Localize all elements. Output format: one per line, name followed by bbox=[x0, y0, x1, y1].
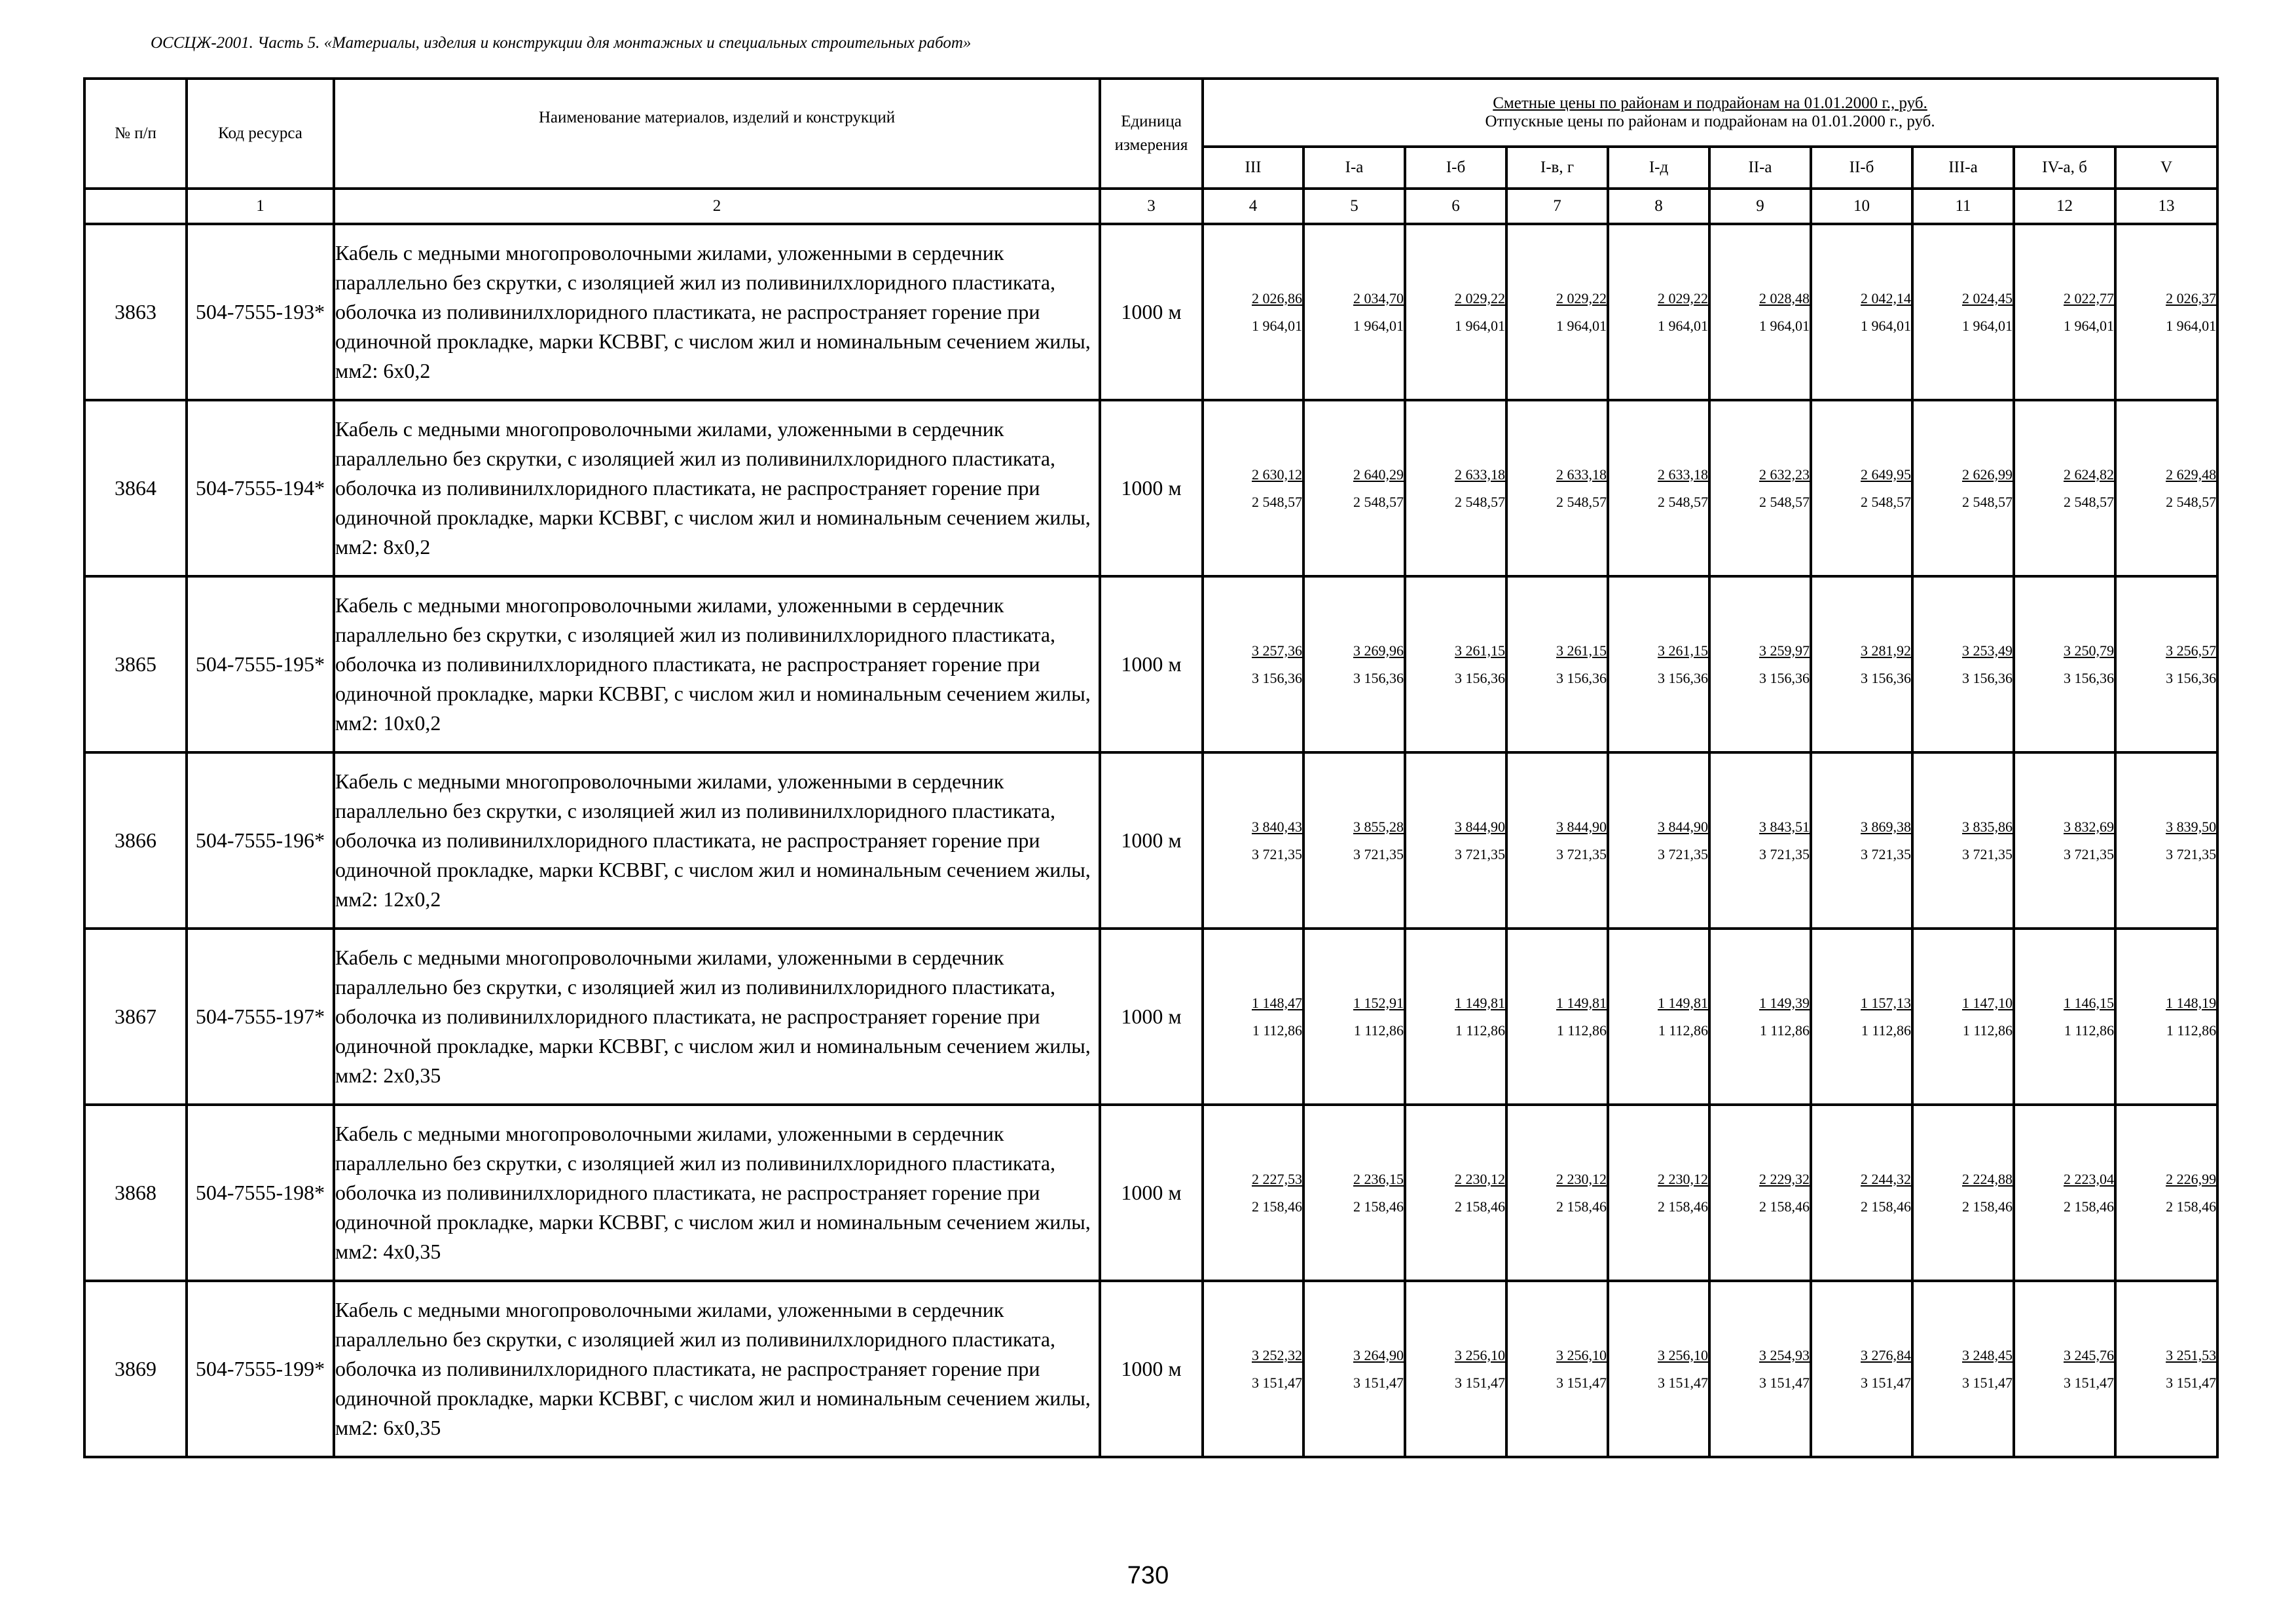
price-cell bbox=[1303, 1105, 1405, 1281]
price-cell bbox=[1709, 576, 1811, 752]
price-cell bbox=[1912, 929, 2014, 1105]
release-price: 2 158,46 bbox=[2166, 1198, 2217, 1215]
release-price: 2 158,46 bbox=[2064, 1198, 2114, 1215]
price-cell bbox=[1709, 400, 1811, 576]
document-title: ОССЦЖ-2001. Часть 5. «Материалы, изделия и конструкции для монтажных и специальных строительных работ» bbox=[151, 34, 972, 52]
header-code: Код ресурса bbox=[187, 79, 334, 189]
price-cell bbox=[2014, 752, 2115, 929]
estimated-price: 2 029,22 bbox=[1556, 289, 1607, 306]
price-cell bbox=[1506, 929, 1608, 1105]
column-number: 10 bbox=[1811, 189, 1912, 224]
price-cell bbox=[1405, 929, 1506, 1105]
estimated-price: 3 259,97 bbox=[1759, 642, 1810, 659]
release-price: 3 156,36 bbox=[1962, 669, 2013, 686]
header-region: I-д bbox=[1608, 147, 1709, 189]
price-cell bbox=[1506, 1105, 1608, 1281]
header-region: III-а bbox=[1912, 147, 2014, 189]
estimated-price: 1 152,91 bbox=[1353, 994, 1404, 1011]
unit: 1000 м bbox=[1100, 400, 1203, 576]
unit: 1000 м bbox=[1100, 224, 1203, 400]
row-number: 3869 bbox=[84, 1281, 187, 1457]
estimated-price: 3 256,10 bbox=[1455, 1346, 1505, 1363]
release-price: 2 548,57 bbox=[1556, 493, 1607, 510]
resource-code: 504-7555-194* bbox=[187, 400, 334, 576]
release-price: 3 156,36 bbox=[1252, 669, 1302, 686]
price-cell bbox=[2115, 752, 2217, 929]
release-price: 3 156,36 bbox=[1353, 669, 1404, 686]
estimated-price: 3 256,10 bbox=[1658, 1346, 1708, 1363]
release-price: 2 548,57 bbox=[1353, 493, 1404, 510]
unit: 1000 м bbox=[1100, 1105, 1203, 1281]
price-cell bbox=[1203, 1281, 1303, 1457]
price-cell bbox=[2014, 1281, 2115, 1457]
release-price: 1 112,86 bbox=[1759, 1022, 1810, 1039]
price-table bbox=[83, 77, 2219, 1458]
price-cell bbox=[1912, 224, 2014, 400]
column-number: 3 bbox=[1100, 189, 1203, 224]
header-prices-estimated: Сметные цены по районам и подрайонам на 01.01.2000 г., руб. bbox=[1493, 94, 1927, 112]
estimated-price: 2 042,14 bbox=[1861, 289, 1911, 306]
row-number: 3866 bbox=[84, 752, 187, 929]
release-price: 1 964,01 bbox=[1353, 317, 1404, 334]
price-cell bbox=[2014, 929, 2115, 1105]
price-cell bbox=[1405, 1281, 1506, 1457]
price-cell bbox=[1811, 1281, 1912, 1457]
release-price: 3 156,36 bbox=[1861, 669, 1911, 686]
estimated-price: 2 230,12 bbox=[1556, 1170, 1607, 1187]
estimated-price: 3 250,79 bbox=[2064, 642, 2114, 659]
release-price: 1 112,86 bbox=[2064, 1022, 2114, 1039]
release-price: 3 721,35 bbox=[1962, 845, 2013, 862]
price-cell bbox=[1912, 576, 2014, 752]
estimated-price: 3 840,43 bbox=[1252, 818, 1302, 835]
estimated-price: 3 855,28 bbox=[1353, 818, 1404, 835]
header-region: II-б bbox=[1811, 147, 1912, 189]
estimated-price: 2 028,48 bbox=[1759, 289, 1810, 306]
row-number: 3868 bbox=[84, 1105, 187, 1281]
price-cell bbox=[1405, 1105, 1506, 1281]
header-region: I-б bbox=[1405, 147, 1506, 189]
price-cell bbox=[1709, 1105, 1811, 1281]
price-cell bbox=[1405, 752, 1506, 929]
unit: 1000 м bbox=[1100, 929, 1203, 1105]
price-cell bbox=[1303, 576, 1405, 752]
release-price: 3 151,47 bbox=[1861, 1374, 1911, 1391]
price-cell bbox=[2115, 929, 2217, 1105]
estimated-price: 3 256,57 bbox=[2166, 642, 2217, 659]
price-cell bbox=[1303, 1281, 1405, 1457]
estimated-price: 1 147,10 bbox=[1962, 994, 2013, 1011]
release-price: 1 964,01 bbox=[2166, 317, 2217, 334]
price-cell bbox=[2115, 400, 2217, 576]
price-cell bbox=[1405, 576, 1506, 752]
column-number: 13 bbox=[2115, 189, 2217, 224]
price-cell bbox=[1506, 224, 1608, 400]
price-cell bbox=[1303, 400, 1405, 576]
table-row bbox=[84, 1105, 2217, 1281]
unit: 1000 м bbox=[1100, 576, 1203, 752]
price-cell bbox=[1203, 224, 1303, 400]
price-cell bbox=[2115, 576, 2217, 752]
price-cell bbox=[1912, 752, 2014, 929]
release-price: 1 112,86 bbox=[1658, 1022, 1708, 1039]
price-cell bbox=[2014, 1105, 2115, 1281]
release-price: 3 156,36 bbox=[1658, 669, 1708, 686]
release-price: 1 112,86 bbox=[2166, 1022, 2217, 1039]
resource-code: 504-7555-197* bbox=[187, 929, 334, 1105]
release-price: 1 112,86 bbox=[1353, 1022, 1404, 1039]
estimated-price: 1 157,13 bbox=[1861, 994, 1911, 1011]
estimated-price: 2 229,32 bbox=[1759, 1170, 1810, 1187]
estimated-price: 2 029,22 bbox=[1455, 289, 1505, 306]
header-region: I-в, г bbox=[1506, 147, 1608, 189]
header-num: № п/п bbox=[84, 79, 187, 189]
row-number: 3864 bbox=[84, 400, 187, 576]
price-cell bbox=[1506, 1281, 1608, 1457]
column-number: 9 bbox=[1709, 189, 1811, 224]
release-price: 1 964,01 bbox=[1962, 317, 2013, 334]
column-number: 12 bbox=[2014, 189, 2115, 224]
release-price: 2 548,57 bbox=[1252, 493, 1302, 510]
release-price: 2 548,57 bbox=[2166, 493, 2217, 510]
estimated-price: 3 832,69 bbox=[2064, 818, 2114, 835]
price-cell bbox=[1506, 752, 1608, 929]
release-price: 1 112,86 bbox=[1455, 1022, 1505, 1039]
price-cell bbox=[1405, 400, 1506, 576]
table-row bbox=[84, 1281, 2217, 1457]
release-price: 2 158,46 bbox=[1455, 1198, 1505, 1215]
estimated-price: 2 632,23 bbox=[1759, 466, 1810, 483]
price-cell bbox=[1203, 400, 1303, 576]
release-price: 1 112,86 bbox=[1556, 1022, 1607, 1039]
price-cell bbox=[1203, 752, 1303, 929]
release-price: 1 964,01 bbox=[1658, 317, 1708, 334]
release-price: 3 721,35 bbox=[1556, 845, 1607, 862]
release-price: 3 151,47 bbox=[1658, 1374, 1708, 1391]
price-cell bbox=[1506, 576, 1608, 752]
material-name: Кабель с медными многопроволочными жилами, уложенными в сердечник параллельно без скрутки, с изоляцией жил из поливинилхлоридного пластиката, оболочка из поливинилхлоридного пластиката, не распространяет горение при одиночной прокладке, марки КСВВГ, с числом жил и номинальным сечением жилы, мм2: 6х0,35 bbox=[334, 1281, 1100, 1457]
estimated-price: 2 024,45 bbox=[1962, 289, 2013, 306]
price-cell bbox=[1608, 1105, 1709, 1281]
table-row bbox=[84, 752, 2217, 929]
estimated-price: 3 252,32 bbox=[1252, 1346, 1302, 1363]
header-prices-release: Отпускные цены по районам и подрайонам на 01.01.2000 г., руб. bbox=[1485, 113, 1935, 130]
estimated-price: 3 276,84 bbox=[1861, 1346, 1911, 1363]
estimated-price: 1 149,81 bbox=[1658, 994, 1708, 1011]
price-cell bbox=[1811, 1105, 1912, 1281]
price-cell bbox=[1203, 929, 1303, 1105]
header-region: IV-а, б bbox=[2014, 147, 2115, 189]
release-price: 3 151,47 bbox=[1455, 1374, 1505, 1391]
estimated-price: 3 253,49 bbox=[1962, 642, 2013, 659]
release-price: 2 158,46 bbox=[1556, 1198, 1607, 1215]
price-cell bbox=[1203, 576, 1303, 752]
release-price: 3 151,47 bbox=[2064, 1374, 2114, 1391]
estimated-price: 2 633,18 bbox=[1455, 466, 1505, 483]
header-region: II-а bbox=[1709, 147, 1811, 189]
release-price: 3 721,35 bbox=[1861, 845, 1911, 862]
release-price: 3 721,35 bbox=[1759, 845, 1810, 862]
price-cell bbox=[1608, 224, 1709, 400]
release-price: 1 964,01 bbox=[1455, 317, 1505, 334]
release-price: 1 112,86 bbox=[1861, 1022, 1911, 1039]
estimated-price: 2 236,15 bbox=[1353, 1170, 1404, 1187]
header-region: V bbox=[2115, 147, 2217, 189]
release-price: 3 156,36 bbox=[2166, 669, 2217, 686]
material-name: Кабель с медными многопроволочными жилами, уложенными в сердечник параллельно без скрутки, с изоляцией жил из поливинилхлоридного пластиката, оболочка из поливинилхлоридного пластиката, не распространяет горение при одиночной прокладке, марки КСВВГ, с числом жил и номинальным сечением жилы, мм2: 10х0,2 bbox=[334, 576, 1100, 752]
release-price: 3 156,36 bbox=[1759, 669, 1810, 686]
column-number: 8 bbox=[1608, 189, 1709, 224]
resource-code: 504-7555-198* bbox=[187, 1105, 334, 1281]
resource-code: 504-7555-193* bbox=[187, 224, 334, 400]
release-price: 2 158,46 bbox=[1252, 1198, 1302, 1215]
column-number: 7 bbox=[1506, 189, 1608, 224]
release-price: 2 548,57 bbox=[1658, 493, 1708, 510]
estimated-price: 3 844,90 bbox=[1455, 818, 1505, 835]
estimated-price: 3 844,90 bbox=[1658, 818, 1708, 835]
estimated-price: 2 244,32 bbox=[1861, 1170, 1911, 1187]
price-cell bbox=[2014, 576, 2115, 752]
estimated-price: 1 148,47 bbox=[1252, 994, 1302, 1011]
release-price: 2 548,57 bbox=[1455, 493, 1505, 510]
price-cell bbox=[2115, 224, 2217, 400]
estimated-price: 3 248,45 bbox=[1962, 1346, 2013, 1363]
release-price: 3 721,35 bbox=[2064, 845, 2114, 862]
release-price: 2 548,57 bbox=[1861, 493, 1911, 510]
release-price: 2 158,46 bbox=[1861, 1198, 1911, 1215]
column-number: 1 bbox=[187, 189, 334, 224]
unit: 1000 м bbox=[1100, 1281, 1203, 1457]
price-cell bbox=[1709, 752, 1811, 929]
price-cell bbox=[1811, 224, 1912, 400]
release-price: 3 151,47 bbox=[1759, 1374, 1810, 1391]
price-cell bbox=[1303, 929, 1405, 1105]
release-price: 3 151,47 bbox=[1353, 1374, 1404, 1391]
resource-code: 504-7555-195* bbox=[187, 576, 334, 752]
estimated-price: 3 839,50 bbox=[2166, 818, 2217, 835]
estimated-price: 1 148,19 bbox=[2166, 994, 2217, 1011]
table-row bbox=[84, 576, 2217, 752]
price-cell bbox=[1608, 1281, 1709, 1457]
estimated-price: 3 264,90 bbox=[1353, 1346, 1404, 1363]
header-region: I-а bbox=[1303, 147, 1405, 189]
estimated-price: 3 256,10 bbox=[1556, 1346, 1607, 1363]
price-cell bbox=[1608, 400, 1709, 576]
estimated-price: 2 224,88 bbox=[1962, 1170, 2013, 1187]
price-cell bbox=[1709, 1281, 1811, 1457]
estimated-price: 2 226,99 bbox=[2166, 1170, 2217, 1187]
estimated-price: 2 630,12 bbox=[1252, 466, 1302, 483]
release-price: 3 721,35 bbox=[2166, 845, 2217, 862]
release-price: 1 964,01 bbox=[2064, 317, 2114, 334]
release-price: 3 156,36 bbox=[1455, 669, 1505, 686]
estimated-price: 3 261,15 bbox=[1658, 642, 1708, 659]
release-price: 2 158,46 bbox=[1759, 1198, 1810, 1215]
column-number: 5 bbox=[1303, 189, 1405, 224]
release-price: 3 156,36 bbox=[1556, 669, 1607, 686]
release-price: 3 721,35 bbox=[1455, 845, 1505, 862]
estimated-price: 3 835,86 bbox=[1962, 818, 2013, 835]
release-price: 2 548,57 bbox=[1962, 493, 2013, 510]
estimated-price: 2 633,18 bbox=[1556, 466, 1607, 483]
estimated-price: 2 227,53 bbox=[1252, 1170, 1302, 1187]
release-price: 1 964,01 bbox=[1252, 317, 1302, 334]
release-price: 2 158,46 bbox=[1658, 1198, 1708, 1215]
price-cell bbox=[1912, 400, 2014, 576]
release-price: 2 548,57 bbox=[2064, 493, 2114, 510]
colnum-blank bbox=[84, 189, 187, 224]
price-cell bbox=[2014, 224, 2115, 400]
release-price: 3 721,35 bbox=[1353, 845, 1404, 862]
price-cell bbox=[1811, 929, 1912, 1105]
release-price: 3 151,47 bbox=[1252, 1374, 1302, 1391]
release-price: 3 151,47 bbox=[1962, 1374, 2013, 1391]
price-cell bbox=[2115, 1281, 2217, 1457]
price-cell bbox=[1912, 1281, 2014, 1457]
estimated-price: 3 251,53 bbox=[2166, 1346, 2217, 1363]
estimated-price: 3 261,15 bbox=[1455, 642, 1505, 659]
unit: 1000 м bbox=[1100, 752, 1203, 929]
table-row bbox=[84, 929, 2217, 1105]
release-price: 3 151,47 bbox=[1556, 1374, 1607, 1391]
resource-code: 504-7555-196* bbox=[187, 752, 334, 929]
price-cell bbox=[1506, 400, 1608, 576]
release-price: 1 112,86 bbox=[1252, 1022, 1302, 1039]
material-name: Кабель с медными многопроволочными жилами, уложенными в сердечник параллельно без скрутки, с изоляцией жил из поливинилхлоридного пластиката, оболочка из поливинилхлоридного пластиката, не распространяет горение при одиночной прокладке, марки КСВВГ, с числом жил и номинальным сечением жилы, мм2: 2х0,35 bbox=[334, 929, 1100, 1105]
column-number: 11 bbox=[1912, 189, 2014, 224]
estimated-price: 3 269,96 bbox=[1353, 642, 1404, 659]
price-cell bbox=[1811, 576, 1912, 752]
price-cell bbox=[1709, 224, 1811, 400]
release-price: 3 156,36 bbox=[2064, 669, 2114, 686]
header-prices bbox=[1203, 79, 2217, 147]
price-cell bbox=[2115, 1105, 2217, 1281]
estimated-price: 1 146,15 bbox=[2064, 994, 2114, 1011]
estimated-price: 2 230,12 bbox=[1658, 1170, 1708, 1187]
estimated-price: 2 230,12 bbox=[1455, 1170, 1505, 1187]
price-cell bbox=[1203, 1105, 1303, 1281]
estimated-price: 2 029,22 bbox=[1658, 289, 1708, 306]
price-cell bbox=[1405, 224, 1506, 400]
material-name: Кабель с медными многопроволочными жилами, уложенными в сердечник параллельно без скрутки, с изоляцией жил из поливинилхлоридного пластиката, оболочка из поливинилхлоридного пластиката, не распространяет горение при одиночной прокладке, марки КСВВГ, с числом жил и номинальным сечением жилы, мм2: 6х0,2 bbox=[334, 224, 1100, 400]
release-price: 3 721,35 bbox=[1658, 845, 1708, 862]
row-number: 3867 bbox=[84, 929, 187, 1105]
release-price: 3 721,35 bbox=[1252, 845, 1302, 862]
table-row bbox=[84, 400, 2217, 576]
estimated-price: 3 869,38 bbox=[1861, 818, 1911, 835]
row-number: 3863 bbox=[84, 224, 187, 400]
estimated-price: 3 261,15 bbox=[1556, 642, 1607, 659]
price-cell bbox=[1811, 752, 1912, 929]
table-row bbox=[84, 224, 2217, 400]
material-name: Кабель с медными многопроволочными жилами, уложенными в сердечник параллельно без скрутки, с изоляцией жил из поливинилхлоридного пластиката, оболочка из поливинилхлоридного пластиката, не распространяет горение при одиночной прокладке, марки КСВВГ, с числом жил и номинальным сечением жилы, мм2: 8х0,2 bbox=[334, 400, 1100, 576]
price-cell bbox=[1303, 224, 1405, 400]
estimated-price: 3 843,51 bbox=[1759, 818, 1810, 835]
estimated-price: 3 245,76 bbox=[2064, 1346, 2114, 1363]
release-price: 1 964,01 bbox=[1759, 317, 1810, 334]
header-unit: Единица измерения bbox=[1100, 79, 1203, 189]
estimated-price: 2 026,86 bbox=[1252, 289, 1302, 306]
material-name: Кабель с медными многопроволочными жилами, уложенными в сердечник параллельно без скрутки, с изоляцией жил из поливинилхлоридного пластиката, оболочка из поливинилхлоридного пластиката, не распространяет горение при одиночной прокладке, марки КСВВГ, с числом жил и номинальным сечением жилы, мм2: 12х0,2 bbox=[334, 752, 1100, 929]
estimated-price: 1 149,81 bbox=[1556, 994, 1607, 1011]
price-cell bbox=[1912, 1105, 2014, 1281]
release-price: 1 112,86 bbox=[1962, 1022, 2013, 1039]
estimated-price: 2 640,29 bbox=[1353, 466, 1404, 483]
estimated-price: 2 629,48 bbox=[2166, 466, 2217, 483]
price-cell bbox=[1303, 752, 1405, 929]
material-name: Кабель с медными многопроволочными жилами, уложенными в сердечник параллельно без скрутки, с изоляцией жил из поливинилхлоридного пластиката, оболочка из поливинилхлоридного пластиката, не распространяет горение при одиночной прокладке, марки КСВВГ, с числом жил и номинальным сечением жилы, мм2: 4х0,35 bbox=[334, 1105, 1100, 1281]
page-number: 730 bbox=[1127, 1562, 1169, 1589]
estimated-price: 2 633,18 bbox=[1658, 466, 1708, 483]
estimated-price: 2 649,95 bbox=[1861, 466, 1911, 483]
release-price: 2 548,57 bbox=[1759, 493, 1810, 510]
estimated-price: 1 149,81 bbox=[1455, 994, 1505, 1011]
price-cell bbox=[2014, 400, 2115, 576]
estimated-price: 2 034,70 bbox=[1353, 289, 1404, 306]
header-region: III bbox=[1203, 147, 1303, 189]
price-cell bbox=[1608, 576, 1709, 752]
price-cell bbox=[1811, 400, 1912, 576]
estimated-price: 2 626,99 bbox=[1962, 466, 2013, 483]
estimated-price: 3 844,90 bbox=[1556, 818, 1607, 835]
header-name: Наименование материалов, изделий и конструкций bbox=[334, 79, 1100, 189]
estimated-price: 2 624,82 bbox=[2064, 466, 2114, 483]
price-cell bbox=[1608, 929, 1709, 1105]
release-price: 1 964,01 bbox=[1861, 317, 1911, 334]
column-number: 4 bbox=[1203, 189, 1303, 224]
estimated-price: 1 149,39 bbox=[1759, 994, 1810, 1011]
release-price: 2 158,46 bbox=[1962, 1198, 2013, 1215]
estimated-price: 2 223,04 bbox=[2064, 1170, 2114, 1187]
release-price: 2 158,46 bbox=[1353, 1198, 1404, 1215]
column-number: 6 bbox=[1405, 189, 1506, 224]
estimated-price: 2 026,37 bbox=[2166, 289, 2217, 306]
release-price: 3 151,47 bbox=[2166, 1374, 2217, 1391]
resource-code: 504-7555-199* bbox=[187, 1281, 334, 1457]
estimated-price: 2 022,77 bbox=[2064, 289, 2114, 306]
column-number: 2 bbox=[334, 189, 1100, 224]
price-cell bbox=[1709, 929, 1811, 1105]
price-cell bbox=[1608, 752, 1709, 929]
estimated-price: 3 254,93 bbox=[1759, 1346, 1810, 1363]
release-price: 1 964,01 bbox=[1556, 317, 1607, 334]
estimated-price: 3 257,36 bbox=[1252, 642, 1302, 659]
row-number: 3865 bbox=[84, 576, 187, 752]
estimated-price: 3 281,92 bbox=[1861, 642, 1911, 659]
